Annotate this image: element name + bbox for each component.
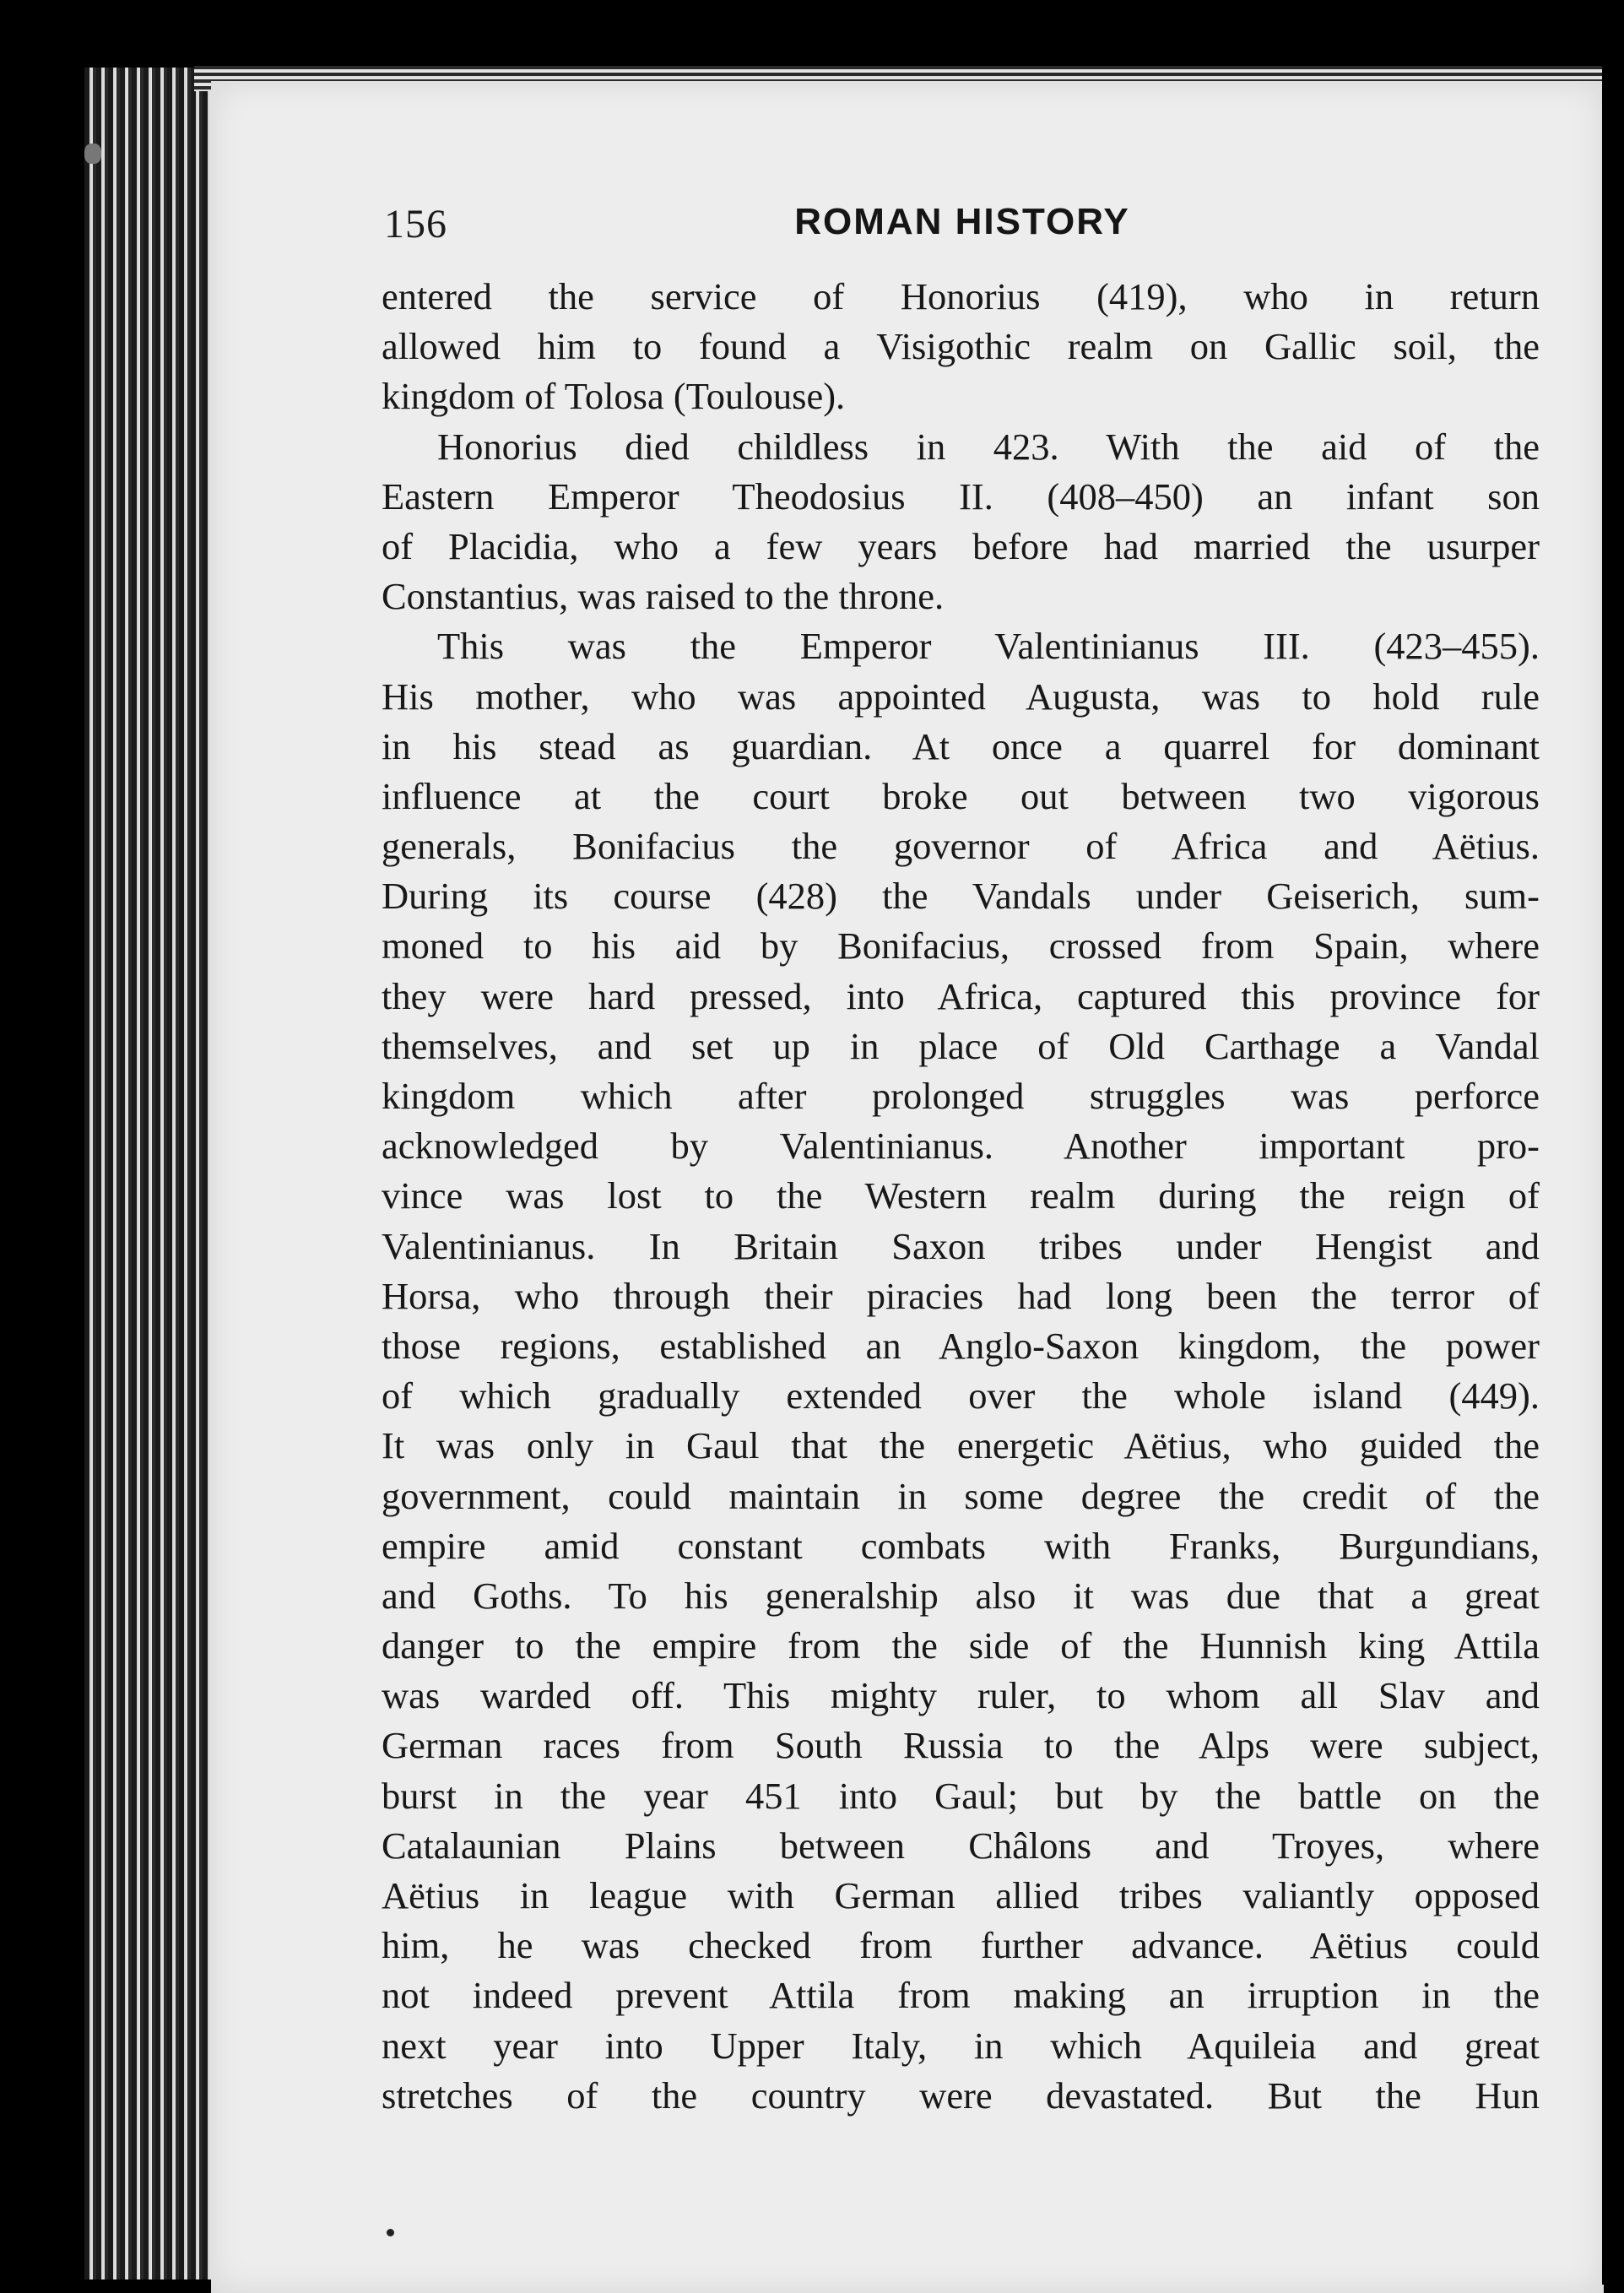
text-line: Catalaunian Plains between Châlons and Troyes, where <box>382 1824 1540 1867</box>
running-title: ROMAN HISTORY <box>794 201 1130 242</box>
text-line: government, could maintain in some degree the credit of the <box>382 1474 1540 1517</box>
scan-border-right <box>1602 0 1624 2285</box>
text-line: Constantius, was raised to the throne. <box>382 575 945 618</box>
text-line: His mother, who was appointed Augusta, was to hold rule <box>382 675 1540 718</box>
text-line: During its course (428) the Vandals under Geiserich, sum- <box>382 875 1540 918</box>
text-line: of which gradually extended over the whole island (449). <box>382 1374 1540 1418</box>
text-line: danger to the empire from the side of the Hunnish king Attila <box>382 1624 1540 1667</box>
page-number: 156 <box>384 202 447 247</box>
text-line: Valentinianus. In Britain Saxon tribes under Hengist and <box>382 1224 1540 1267</box>
text-line: stretches of the country were devastated. But the Hun <box>382 2073 1540 2117</box>
text-line: him, he was checked from further advance. Aëtius could <box>382 1924 1540 1967</box>
text-line: not indeed prevent Attila from making an irruption in the <box>382 1974 1540 2017</box>
text-line: was warded off. This mighty ruler, to whom all Slav and <box>382 1674 1540 1717</box>
text-line: Horsa, who through their piracies had long been the terror of <box>382 1274 1540 1317</box>
text-line: empire amid constant combats with Franks, Burgundians, <box>382 1524 1540 1567</box>
text-line: acknowledged by Valentinianus. Another important pro- <box>382 1125 1540 1168</box>
text-line: they were hard pressed, into Africa, captured this province for <box>382 974 1540 1017</box>
text-line: burst in the year 451 into Gaul; but by the battle on the <box>382 1774 1540 1817</box>
text-line: vince was lost to the Western realm during the reign of <box>382 1174 1540 1217</box>
text-line: It was only in Gaul that the energetic Aëtius, who guided the <box>382 1424 1540 1467</box>
text-line: generals, Bonifacius the governor of Africa and Aëtius. <box>382 825 1540 868</box>
text-line: themselves, and set up in place of Old Carthage a Vandal <box>382 1024 1540 1067</box>
text-line: German races from South Russia to the Alps were subject, <box>382 1724 1540 1767</box>
text-line: in his stead as guardian. At once a quarrel for dominant <box>382 724 1540 767</box>
body-text <box>382 272 1540 2121</box>
book-page-edges <box>84 68 211 2279</box>
text-line: those regions, established an Anglo-Saxon kingdom, the power <box>382 1324 1540 1367</box>
text-line: Aëtius in league with German allied tribes valiantly opposed <box>382 1874 1540 1916</box>
text-line: Eastern Emperor Theodosius II. (408–450) an infant son <box>382 474 1540 518</box>
text-line: next year into Upper Italy, in which Aquileia and great <box>382 2024 1540 2067</box>
text-line: This was the Emperor Valentinianus III. (423–455). <box>437 625 1540 668</box>
page-header <box>384 201 1540 252</box>
text-line: kingdom which after prolonged struggles was perforce <box>382 1075 1540 1117</box>
text-line: and Goths. To his generalship also it was due that a great <box>382 1574 1540 1617</box>
stray-ink-dot <box>387 2229 394 2236</box>
text-line: Honorius died childless in 423. With the aid of the <box>437 425 1540 468</box>
scan-speck <box>84 144 101 164</box>
text-line: of Placidia, who a few years before had married the usurper <box>382 524 1540 567</box>
text-line: allowed him to found a Visigothic realm on Gallic soil, the <box>382 325 1540 368</box>
text-line: moned to his aid by Bonifacius, crossed from Spain, where <box>382 924 1540 968</box>
text-line: influence at the court broke out between two vigorous <box>382 774 1540 817</box>
text-line: kingdom of Tolosa (Toulouse). <box>382 375 846 418</box>
text-line: entered the service of Honorius (419), who in return <box>382 275 1540 317</box>
